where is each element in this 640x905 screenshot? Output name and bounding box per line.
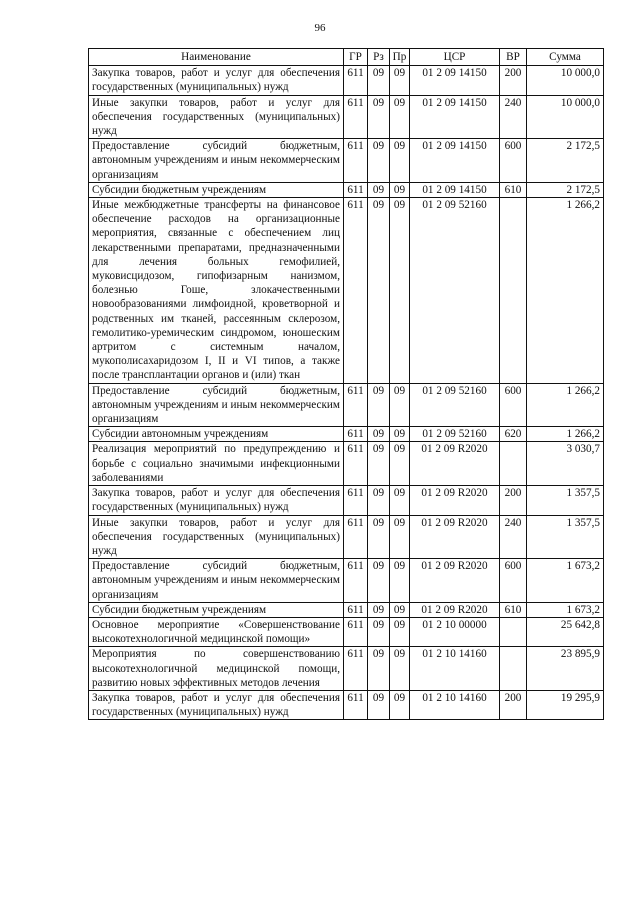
row-sum: 19 295,9 — [527, 690, 604, 719]
row-name: Основное мероприятие «Совершенствование высокотехнологичной медицинской помощи» — [89, 617, 344, 646]
row-vr — [500, 442, 527, 486]
row-rz: 09 — [368, 442, 390, 486]
row-gr: 611 — [344, 690, 368, 719]
row-vr: 200 — [500, 690, 527, 719]
row-rz: 09 — [368, 690, 390, 719]
row-name: Иные закупки товаров, работ и услуг для обеспечения государственных (муниципальных) нужд — [89, 515, 344, 559]
row-name: Закупка товаров, работ и услуг для обеспечения государственных (муниципальных) нужд — [89, 486, 344, 515]
row-vr: 610 — [500, 182, 527, 197]
row-name: Предоставление субсидий бюджетным, автономным учреждениям и иным некоммерческим организациям — [89, 383, 344, 427]
row-gr: 611 — [344, 617, 368, 646]
row-rz: 09 — [368, 486, 390, 515]
row-pr: 09 — [390, 647, 410, 691]
row-sum: 1 266,2 — [527, 383, 604, 427]
table-row — [89, 486, 604, 515]
row-csr: 01 2 09 14150 — [410, 139, 500, 183]
row-rz: 09 — [368, 602, 390, 617]
header-sum: Сумма — [527, 49, 604, 66]
row-sum: 10 000,0 — [527, 95, 604, 139]
row-vr: 600 — [500, 139, 527, 183]
row-rz: 09 — [368, 647, 390, 691]
row-csr: 01 2 09 14150 — [410, 66, 500, 95]
table-row — [89, 647, 604, 691]
table-row — [89, 602, 604, 617]
row-pr: 09 — [390, 139, 410, 183]
row-pr: 09 — [390, 690, 410, 719]
table-row — [89, 442, 604, 486]
row-pr: 09 — [390, 95, 410, 139]
header-vr: ВР — [500, 49, 527, 66]
row-rz: 09 — [368, 383, 390, 427]
row-rz: 09 — [368, 66, 390, 95]
row-name: Иные межбюджетные трансферты на финансовое обеспечение расходов на организационные мероприятия, связанные с обеспечением лиц лекарственными препаратами, предназначенными для лечения больных гемофилией, муковисцидозом, гипофизарным нанизмом, болезнью Гоше, злокачественными новообразованиями лимфоидной, кроветворной и родственных им тканей, рассеянным склерозом, гемолитико-уремическим синдромом, юношеским артритом с системным началом, мукополисахаридозом I, II и VI типов, а также после трансплантации органов и (или) ткан — [89, 198, 344, 384]
row-gr: 611 — [344, 486, 368, 515]
row-name: Субсидии автономным учреждениям — [89, 427, 344, 442]
row-vr — [500, 198, 527, 384]
row-sum: 3 030,7 — [527, 442, 604, 486]
row-rz: 09 — [368, 95, 390, 139]
row-sum: 1 673,2 — [527, 559, 604, 603]
row-name: Реализация мероприятий по предупреждению и борьбе с социально значимыми инфекционными заболеваниями — [89, 442, 344, 486]
budget-table — [88, 48, 604, 720]
row-sum: 1 357,5 — [527, 515, 604, 559]
row-gr: 611 — [344, 515, 368, 559]
table-row — [89, 198, 604, 384]
row-pr: 09 — [390, 515, 410, 559]
row-name: Закупка товаров, работ и услуг для обеспечения государственных (муниципальных) нужд — [89, 66, 344, 95]
row-csr: 01 2 09 52160 — [410, 427, 500, 442]
row-rz: 09 — [368, 139, 390, 183]
table-row — [89, 515, 604, 559]
row-csr: 01 2 10 14160 — [410, 647, 500, 691]
row-sum: 1 266,2 — [527, 427, 604, 442]
row-vr: 200 — [500, 66, 527, 95]
table-row — [89, 95, 604, 139]
row-vr: 610 — [500, 602, 527, 617]
row-name: Субсидии бюджетным учреждениям — [89, 182, 344, 197]
row-csr: 01 2 10 14160 — [410, 690, 500, 719]
table-row — [89, 139, 604, 183]
row-csr: 01 2 09 R2020 — [410, 602, 500, 617]
row-csr: 01 2 09 R2020 — [410, 486, 500, 515]
row-name: Предоставление субсидий бюджетным, автономным учреждениям и иным некоммерческим организациям — [89, 139, 344, 183]
row-pr: 09 — [390, 559, 410, 603]
row-gr: 611 — [344, 442, 368, 486]
row-name: Субсидии бюджетным учреждениям — [89, 602, 344, 617]
row-gr: 611 — [344, 383, 368, 427]
table-row — [89, 383, 604, 427]
table-row — [89, 66, 604, 95]
row-pr: 09 — [390, 198, 410, 384]
row-vr: 200 — [500, 486, 527, 515]
row-vr: 600 — [500, 383, 527, 427]
row-sum: 25 642,8 — [527, 617, 604, 646]
row-name: Мероприятия по совершенствованию высокотехнологичной медицинской помощи, развитию новых эффективных методов лечения — [89, 647, 344, 691]
row-vr — [500, 647, 527, 691]
row-rz: 09 — [368, 515, 390, 559]
row-name: Иные закупки товаров, работ и услуг для обеспечения государственных (муниципальных) нужд — [89, 95, 344, 139]
row-rz: 09 — [368, 198, 390, 384]
row-csr: 01 2 09 52160 — [410, 198, 500, 384]
row-gr: 611 — [344, 427, 368, 442]
row-sum: 10 000,0 — [527, 66, 604, 95]
row-vr: 240 — [500, 95, 527, 139]
row-csr: 01 2 09 R2020 — [410, 442, 500, 486]
row-csr: 01 2 09 R2020 — [410, 515, 500, 559]
row-gr: 611 — [344, 559, 368, 603]
row-sum: 1 266,2 — [527, 198, 604, 384]
row-gr: 611 — [344, 198, 368, 384]
row-rz: 09 — [368, 559, 390, 603]
row-gr: 611 — [344, 602, 368, 617]
row-csr: 01 2 09 R2020 — [410, 559, 500, 603]
row-csr: 01 2 09 14150 — [410, 95, 500, 139]
row-csr: 01 2 10 00000 — [410, 617, 500, 646]
table-row — [89, 617, 604, 646]
header-gr: ГР — [344, 49, 368, 66]
row-vr — [500, 617, 527, 646]
table-body — [89, 66, 604, 720]
row-pr: 09 — [390, 427, 410, 442]
row-gr: 611 — [344, 95, 368, 139]
row-gr: 611 — [344, 139, 368, 183]
row-sum: 1 673,2 — [527, 602, 604, 617]
header-csr: ЦСР — [410, 49, 500, 66]
table-row — [89, 690, 604, 719]
row-pr: 09 — [390, 383, 410, 427]
row-pr: 09 — [390, 617, 410, 646]
table-row — [89, 559, 604, 603]
row-rz: 09 — [368, 182, 390, 197]
row-sum: 2 172,5 — [527, 139, 604, 183]
row-csr: 01 2 09 14150 — [410, 182, 500, 197]
header-name: Наименование — [89, 49, 344, 66]
row-sum: 2 172,5 — [527, 182, 604, 197]
table-row — [89, 427, 604, 442]
row-rz: 09 — [368, 427, 390, 442]
row-name: Закупка товаров, работ и услуг для обеспечения государственных (муниципальных) нужд — [89, 690, 344, 719]
table-row — [89, 182, 604, 197]
row-vr: 620 — [500, 427, 527, 442]
header-pr: Пр — [390, 49, 410, 66]
header-rz: Рз — [368, 49, 390, 66]
row-gr: 611 — [344, 66, 368, 95]
row-pr: 09 — [390, 182, 410, 197]
row-vr: 600 — [500, 559, 527, 603]
table-header-row — [89, 49, 604, 66]
row-name: Предоставление субсидий бюджетным, автономным учреждениям и иным некоммерческим организациям — [89, 559, 344, 603]
page-number: 96 — [314, 22, 326, 34]
row-pr: 09 — [390, 442, 410, 486]
row-csr: 01 2 09 52160 — [410, 383, 500, 427]
row-sum: 23 895,9 — [527, 647, 604, 691]
row-pr: 09 — [390, 66, 410, 95]
row-gr: 611 — [344, 647, 368, 691]
row-pr: 09 — [390, 486, 410, 515]
row-sum: 1 357,5 — [527, 486, 604, 515]
row-gr: 611 — [344, 182, 368, 197]
row-vr: 240 — [500, 515, 527, 559]
row-pr: 09 — [390, 602, 410, 617]
row-rz: 09 — [368, 617, 390, 646]
